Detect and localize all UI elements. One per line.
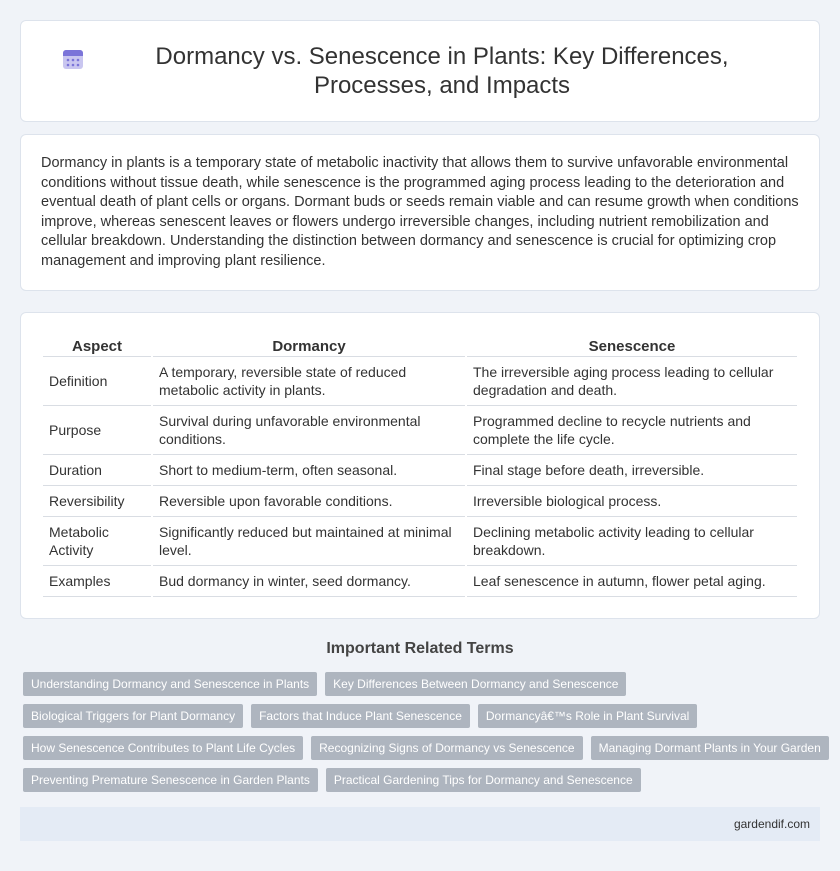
intro-paragraph: Dormancy in plants is a temporary state of metabolic inactivity that allows them to survive unfavorable environmental conditions without tissue death, while senescence is the programmed aging process leading to the deterioration and eventual death of plant cells or organs. Dormant buds or seeds remain viable and can resume growth when conditions improve, whereas senescent leaves or flowers undergo irreversible changes, including nutrient remobilization and cellular breakdown. Understanding the distinction between dormancy and senescence is crucial for optimizing crop management and improving plant resilience. bbox=[41, 155, 799, 269]
tag-row bbox=[23, 736, 823, 760]
related-terms-title: Important Related Terms bbox=[326, 640, 514, 657]
table-row bbox=[43, 486, 797, 517]
table-header-row bbox=[43, 335, 797, 357]
related-term-tag[interactable]: Understanding Dormancy and Senescence in Plants bbox=[23, 672, 317, 696]
page-title: Dormancy vs. Senescence in Plants: Key Differences, Processes, and Impacts bbox=[155, 43, 729, 99]
related-term-tag[interactable]: Factors that Induce Plant Senescence bbox=[251, 704, 470, 728]
header-card bbox=[20, 20, 820, 122]
related-term-tag[interactable]: Recognizing Signs of Dormancy vs Senescence bbox=[311, 736, 582, 760]
table-row bbox=[43, 566, 797, 597]
cell-aspect: Reversibility bbox=[43, 486, 151, 517]
header-aspect: Aspect bbox=[43, 335, 151, 357]
related-term-tag[interactable]: Biological Triggers for Plant Dormancy bbox=[23, 704, 243, 728]
related-term-tag[interactable]: How Senescence Contributes to Plant Life Cycles bbox=[23, 736, 303, 760]
cell-aspect: Metabolic Activity bbox=[43, 517, 151, 566]
cell-dormancy: Short to medium-term, often seasonal. bbox=[153, 455, 465, 486]
cell-aspect: Duration bbox=[43, 455, 151, 486]
table-row bbox=[43, 357, 797, 406]
cell-aspect: Purpose bbox=[43, 406, 151, 455]
related-term-tag[interactable]: Dormancyâ€™s Role in Plant Survival bbox=[478, 704, 697, 728]
related-term-tag[interactable]: Managing Dormant Plants in Your Garden bbox=[591, 736, 829, 760]
related-term-tag[interactable]: Practical Gardening Tips for Dormancy and Senescence bbox=[326, 768, 641, 792]
cell-senescence: Leaf senescence in autumn, flower petal aging. bbox=[467, 566, 797, 597]
table-row bbox=[43, 517, 797, 566]
related-terms-list bbox=[23, 672, 823, 800]
tag-row bbox=[23, 704, 823, 728]
cell-dormancy: Survival during unfavorable environmental conditions. bbox=[153, 406, 465, 455]
cell-dormancy: Reversible upon favorable conditions. bbox=[153, 486, 465, 517]
cell-aspect: Definition bbox=[43, 357, 151, 406]
comparison-table bbox=[41, 335, 799, 597]
related-term-tag[interactable]: Key Differences Between Dormancy and Senescence bbox=[325, 672, 626, 696]
calendar-icon bbox=[61, 47, 85, 71]
intro-card bbox=[20, 134, 820, 291]
related-term-tag[interactable]: Preventing Premature Senescence in Garden Plants bbox=[23, 768, 318, 792]
cell-senescence: The irreversible aging process leading to cellular degradation and death. bbox=[467, 357, 797, 406]
cell-senescence: Declining metabolic activity leading to cellular breakdown. bbox=[467, 517, 797, 566]
cell-dormancy: Bud dormancy in winter, seed dormancy. bbox=[153, 566, 465, 597]
cell-senescence: Final stage before death, irreversible. bbox=[467, 455, 797, 486]
header-senescence: Senescence bbox=[467, 335, 797, 357]
cell-dormancy: Significantly reduced but maintained at minimal level. bbox=[153, 517, 465, 566]
tag-row bbox=[23, 672, 823, 696]
footer bbox=[20, 807, 820, 841]
cell-senescence: Programmed decline to recycle nutrients and complete the life cycle. bbox=[467, 406, 797, 455]
header-dormancy: Dormancy bbox=[153, 335, 465, 357]
table-row bbox=[43, 455, 797, 486]
footer-site-name: gardendif.com bbox=[733, 817, 810, 831]
tag-row bbox=[23, 768, 823, 792]
table-row bbox=[43, 406, 797, 455]
cell-aspect: Examples bbox=[43, 566, 151, 597]
cell-dormancy: A temporary, reversible state of reduced metabolic activity in plants. bbox=[153, 357, 465, 406]
comparison-table-card bbox=[20, 312, 820, 619]
cell-senescence: Irreversible biological process. bbox=[467, 486, 797, 517]
